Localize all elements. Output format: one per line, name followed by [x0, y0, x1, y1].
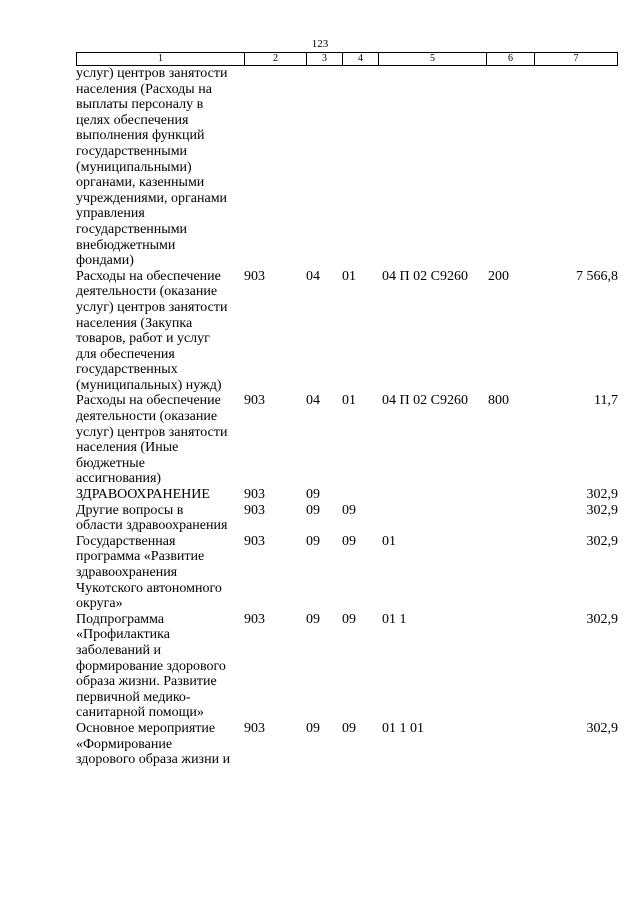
row-target-article: 01: [382, 533, 396, 549]
row-description: Другие вопросы в области здравоохранения: [76, 502, 228, 534]
table-row: [76, 487, 618, 503]
row-section-code: 09: [306, 487, 320, 503]
row-ministry-code: 903: [244, 487, 265, 503]
table-row: [76, 721, 618, 768]
row-description: услуг) центров занятости населения (Расходы на выплаты персоналу в целях обеспечения выполнения функций государственными (муниципальными) органами, казенными учреждениями, органами управления государственными внебюджетными фондами): [76, 66, 228, 269]
row-section-code: 04: [306, 268, 320, 284]
row-subsection-code: 01: [342, 268, 356, 284]
row-amount: 302,9: [586, 502, 618, 518]
row-section-code: 09: [306, 720, 320, 736]
column-header-7: 7: [573, 53, 579, 64]
row-amount: 302,9: [586, 487, 618, 503]
row-expense-type: 200: [488, 268, 509, 284]
table-row: [76, 503, 618, 534]
row-amount: 11,7: [594, 393, 618, 409]
row-ministry-code: 903: [244, 611, 265, 627]
row-ministry-code: 903: [244, 533, 265, 549]
row-section-code: 04: [306, 393, 320, 409]
table-row: [76, 534, 618, 612]
row-target-article: 01 1: [382, 611, 407, 627]
row-target-article: 01 1 01: [382, 720, 424, 736]
row-section-code: 09: [306, 611, 320, 627]
row-amount: 302,9: [586, 611, 618, 627]
row-description: Расходы на обеспечение деятельности (оказание услуг) центров занятости населения (Закупка товаров, работ и услуг для обеспечения государственных (муниципальных) нужд): [76, 268, 228, 393]
row-description: Государственная программа «Развитие здравоохранения Чукотского автономного округа»: [76, 533, 222, 612]
row-description: Расходы на обеспечение деятельности (оказание услуг) центров занятости населения (Иные бюджетные ассигнования): [76, 393, 228, 487]
row-amount: 302,9: [586, 533, 618, 549]
page-number: 123: [311, 38, 329, 50]
row-description: Подпрограмма «Профилактика заболеваний и формирование здорового образа жизни. Развитие первичной медико- санитарной помощи»: [76, 611, 226, 721]
row-section-code: 09: [306, 533, 320, 549]
row-target-article: 04 П 02 С9260: [382, 393, 468, 409]
row-subsection-code: 09: [342, 720, 356, 736]
table-row: [76, 66, 618, 269]
row-expense-type: 800: [488, 393, 509, 409]
row-target-article: 04 П 02 С9260: [382, 268, 468, 284]
row-ministry-code: 903: [244, 502, 265, 518]
column-header-3: 3: [307, 53, 343, 65]
row-ministry-code: 903: [244, 268, 265, 284]
column-header-5: 5: [379, 53, 487, 65]
column-header-2: 2: [245, 53, 307, 65]
table-row: [76, 269, 618, 394]
row-description: Основное мероприятие «Формирование здорового образа жизни и: [76, 720, 231, 768]
column-header-1: 1: [77, 53, 245, 65]
column-header-row: [76, 52, 618, 66]
row-subsection-code: 09: [342, 502, 356, 518]
row-subsection-code: 09: [342, 533, 356, 549]
row-amount: 7 566,8: [576, 268, 618, 284]
budget-table-body: [76, 66, 618, 768]
row-amount: 302,9: [586, 720, 618, 736]
column-header-6: 6: [487, 53, 535, 65]
row-ministry-code: 903: [244, 720, 265, 736]
table-row: [76, 393, 618, 487]
row-section-code: 09: [306, 502, 320, 518]
row-ministry-code: 903: [244, 393, 265, 409]
row-subsection-code: 01: [342, 393, 356, 409]
row-subsection-code: 09: [342, 611, 356, 627]
column-header-4: 4: [343, 53, 379, 65]
table-row: [76, 612, 618, 721]
row-description: ЗДРАВООХРАНЕНИЕ: [76, 487, 210, 503]
